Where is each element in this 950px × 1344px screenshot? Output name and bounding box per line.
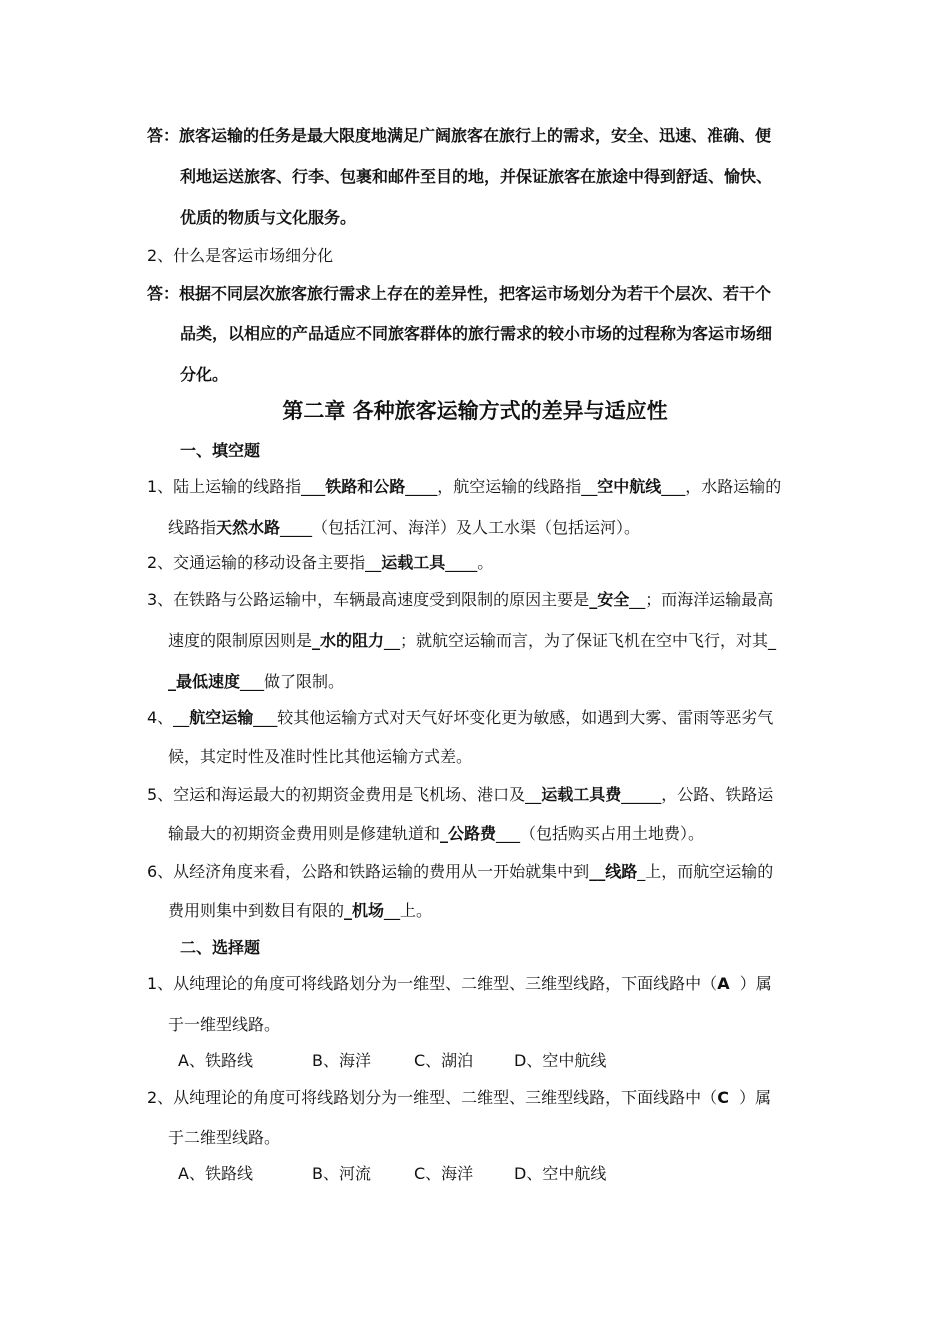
- fill-question-4-cont: 候，其定时性及准时性比其他运输方式差。: [168, 747, 473, 766]
- option-c: C、海洋: [414, 1164, 474, 1183]
- fill-question-5: [147, 784, 773, 806]
- choice-options: [178, 1050, 606, 1072]
- question-text: 费用则集中到数目有限的: [168, 901, 345, 920]
- fill-question-3-cont: [168, 630, 776, 652]
- question-text: 1、从纯理论的角度可将线路划分为一维型、二维型、三维型线路，下面线路中（: [147, 974, 718, 993]
- question-text: 3、在铁路与公路运输中，车辆最高速度受到限制的原因主要是: [147, 590, 590, 609]
- fill-question-6-cont: [168, 900, 432, 922]
- question-text: __；就航空运输而言，为了保证飞机在空中飞行，对其_: [384, 631, 777, 650]
- choice-options: [178, 1163, 606, 1185]
- section-heading: 一、填空题: [180, 441, 261, 460]
- question-text: ____（包括江河、海洋）及人工水渠（包括运河）。: [280, 518, 641, 537]
- blank-answer: 天然水路: [216, 518, 281, 537]
- question-text: 6、从经济角度来看，公路和铁路运输的费用从一开始就集中到: [147, 862, 590, 881]
- question-text: 线路指: [168, 518, 217, 537]
- question-text: __；而海洋运输最高: [629, 590, 774, 609]
- choice-question-2-cont: 于二维型线路。: [168, 1128, 281, 1147]
- question-text: ___较其他运输方式对天气好坏变化更为敏感，如遇到大雾、雷雨等恶劣气: [253, 708, 774, 727]
- question-line: 2、什么是客运市场细分化: [147, 246, 334, 265]
- answer-line: 答：旅客运输的任务是最大限度地满足广阔旅客在旅行上的需求，安全、迅速、准确、便: [147, 126, 772, 145]
- choice-answer: A: [717, 974, 730, 993]
- option-d: D、空中航线: [514, 1051, 607, 1070]
- fill-question-6: [147, 861, 773, 883]
- choice-answer: C: [717, 1088, 729, 1107]
- question-text: ）属: [729, 974, 772, 993]
- question-text: 5、空运和海运最大的初期资金费用是飞机场、港口及__: [147, 785, 542, 804]
- blank-answer: 运载工具费: [541, 785, 622, 804]
- question-text: ____。: [445, 553, 494, 572]
- answer-line: 答：根据不同层次旅客旅行需求上存在的差异性，把客运市场划分为若干个层次、若干个: [147, 284, 772, 303]
- answer-line: 品类，以相应的产品适应不同旅客群体的旅行需求的较小市场的过程称为客运市场细: [180, 324, 773, 343]
- fill-question-1: [147, 476, 781, 498]
- question-text: ___（包括购买占用土地费）。: [496, 824, 705, 843]
- question-text: ）属: [728, 1088, 772, 1107]
- section-heading: 二、选择题: [180, 938, 261, 957]
- answer-line: 优质的物质与文化服务。: [180, 208, 357, 227]
- option-b: B、河流: [312, 1164, 371, 1183]
- blank-answer: _水的阻力: [312, 631, 385, 650]
- question-text: 1、陆上运输的线路指___: [147, 477, 326, 496]
- choice-question-2: [147, 1087, 771, 1109]
- question-text: 输最大的初期资金费用则是修建轨道和: [168, 824, 441, 843]
- choice-question-1-cont: 于一维型线路。: [168, 1015, 281, 1034]
- blank-answer: _机场: [344, 901, 385, 920]
- question-text: _____，公路、铁路运: [621, 785, 774, 804]
- question-text: ___，水路运输的: [661, 477, 782, 496]
- blank-answer: 铁路和公路: [325, 477, 406, 496]
- question-text: ___做了限制。: [240, 672, 345, 691]
- blank-answer: _公路费: [440, 824, 497, 843]
- blank-answer: _最低速度: [168, 672, 241, 691]
- blank-answer: 空中航线: [597, 477, 662, 496]
- blank-answer: _安全: [589, 590, 630, 609]
- question-text: 速度的限制原因则是: [168, 631, 313, 650]
- option-c: C、湖泊: [414, 1051, 474, 1070]
- fill-question-5-cont: [168, 823, 704, 845]
- choice-question-1: [147, 973, 772, 995]
- fill-question-4: [147, 707, 773, 729]
- answer-line: 利地运送旅客、行李、包裹和邮件至目的地，并保证旅客在旅途中得到舒适、愉快、: [180, 167, 773, 186]
- option-b: B、海洋: [312, 1051, 371, 1070]
- blank-answer: 运载工具: [381, 553, 446, 572]
- chapter-title: 第二章 各种旅客运输方式的差异与适应性: [282, 399, 668, 423]
- blank-answer: 航空运输: [189, 708, 254, 727]
- blank-answer: __线路: [589, 862, 638, 881]
- fill-question-2: [147, 552, 493, 574]
- option-a: A、铁路线: [178, 1164, 253, 1183]
- option-d: D、空中航线: [514, 1164, 607, 1183]
- question-text: 2、交通运输的移动设备主要指__: [147, 553, 382, 572]
- question-text: 4、__: [147, 708, 190, 727]
- fill-question-3-cont: [168, 671, 344, 693]
- option-a: A、铁路线: [178, 1051, 253, 1070]
- question-text: _上，而航空运输的: [637, 862, 774, 881]
- question-text: __上。: [384, 901, 433, 920]
- fill-question-1-cont: [168, 517, 640, 539]
- question-text: ____，航空运输的线路指__: [405, 477, 598, 496]
- question-text: 2、从纯理论的角度可将线路划分为一维型、二维型、三维型线路，下面线路中（: [147, 1088, 718, 1107]
- answer-line: 分化。: [180, 365, 229, 384]
- fill-question-3: [147, 589, 773, 611]
